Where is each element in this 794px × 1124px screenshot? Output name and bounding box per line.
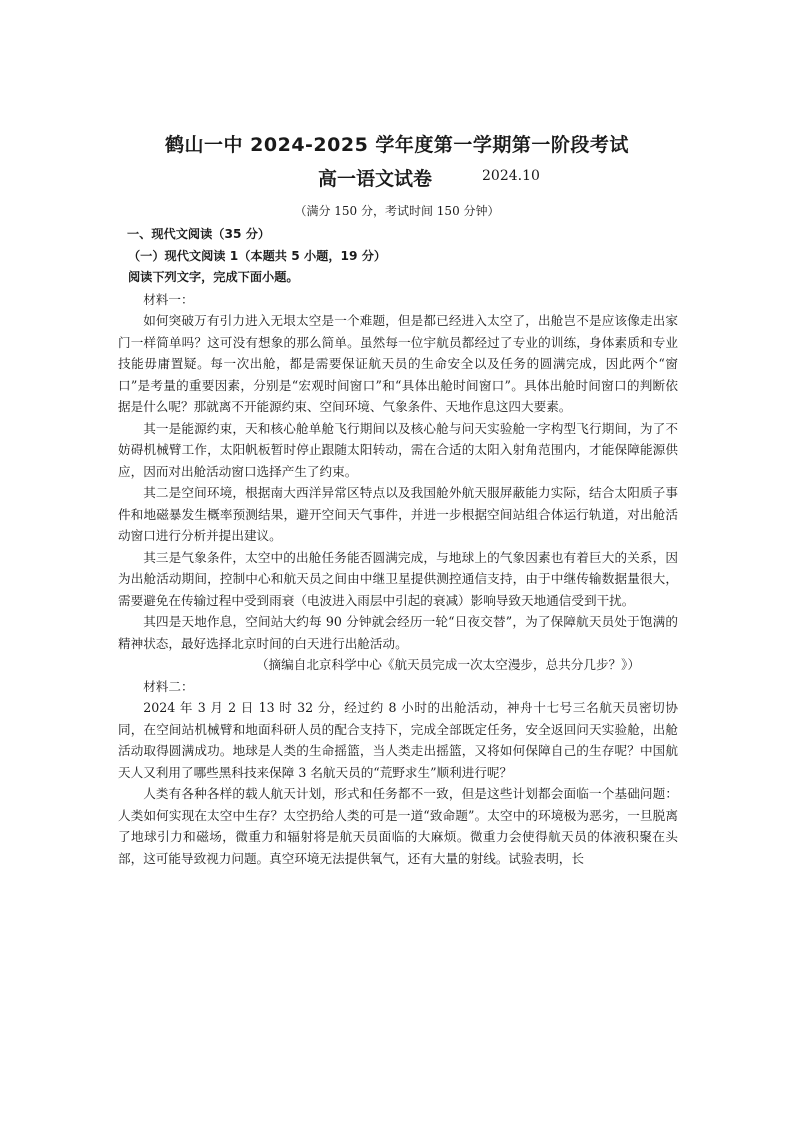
material1-label: 材料一： [143,291,194,307]
material2-paragraph: 人类有各种各样的载人航天计划，形式和任务都不一致，但是这些计划都会面临一个基础问题：人类如何实现在太空中生存？太空扔给人类的可是一道“致命题”。太空中的环境极为恶劣，一旦脱离了地球引力和磁场，微重力和辐射将是航天员面临的大麻烦。微重力会使得航天员的体液积聚在头部，这可能导致视力问题。真空环境无法提供氧气，还有大量的射线。试验表明，长 [118,786,678,866]
subtitle-row [0,164,794,190]
material1-paragraph: 其二是空间环境，根据南大西洋异常区特点以及我国舱外航天服屏蔽能力实际，结合太阳质子事件和地磁暴发生概率预测结果，避开空间天气事件，并进一步根据空间站组合体运行轨道，对出舱活动窗口进行分析并提出建议。 [118,485,678,543]
exam-info: （满分 150 分，考试时间 150 分钟） [294,204,500,218]
section-heading: 一、现代文阅读（35 分） [127,227,271,241]
material1-paragraph: 其三是气象条件，太空中的出舱任务能否圆满完成，与地球上的气象因素也有着巨大的关系，因为出舱活动期间，控制中心和航天员之间由中继卫星提供测控通信支持，由于中继传输数据量很大，需要避免在传输过程中受到雨衰（电波进入雨层中引起的衰减）影响导致天地通信受到干扰。 [118,549,678,608]
material1-paragraph: 其一是能源约束，天和核心舱单舱飞行期间以及核心舱与问天实验舱一字构型飞行期间，为了不妨碍机械臂工作，太阳帆板暂时停止跟随太阳转动，需在合适的太阳入射角范围内，才能保障能源供应，因而对出舱活动窗口选择产生了约束。 [118,420,678,479]
section-subheading: （一）现代文阅读 1（本题共 5 小题，19 分） [128,248,387,263]
section-instruction: 阅读下列文字，完成下面小题。 [128,270,299,284]
exam-title: 鹤山一中 2024-2025 学年度第一学期第一阶段考试 [165,134,629,156]
material1-paragraph: 如何突破万有引力进入无垠太空是一个难题，但是都已经进入太空了，出舱岂不是应该像走出家门一样简单吗？这可没有想象的那么简单。虽然每一位宇航员都经过了专业的训练，身体素质和专业技能毋庸置疑。每一次出舱，都是需要保证航天员的生命安全以及任务的圆满完成，因此两个“窗口”是考量的重要因素，分别是“宏观时间窗口”和“具体出舱时间窗口”。具体出舱时间窗口的判断依据是什么呢？那就离不开能源约束、空间环境、气象条件、天地作息这四大要素。 [118,313,678,414]
material1-paragraph: 其四是天地作息，空间站大约每 90 分钟就会经历一轮“日夜交替”，为了保障航天员处于饱满的精神状态，最好选择北京时间的白天进行出舱活动。 [118,614,678,651]
material2-paragraph: 2024 年 3 月 2 日 13 时 32 分，经过约 8 小时的出舱活动，神舟十七号三名航天员密切协同，在空间站机械臂和地面科研人员的配合支持下，完成全部既定任务，安全返回问天实验舱，出舱活动取得圆满成功。地球是人类的生命摇篮，当人类走出摇篮，又将如何保障自己的生存呢？中国航天人又利用了哪些黑科技来保障 3 名航天员的“荒野求生”顺利进行呢？ [118,700,678,780]
material1-source: （摘编自北京科学中心《航天员完成一次太空漫步，总共分几步？》） [255,657,641,672]
exam-date: 2024.10 [482,168,540,184]
material2-label: 材料二： [143,678,194,694]
reading-section [118,224,678,869]
paper-subtitle: 高一语文试卷 [318,168,433,190]
